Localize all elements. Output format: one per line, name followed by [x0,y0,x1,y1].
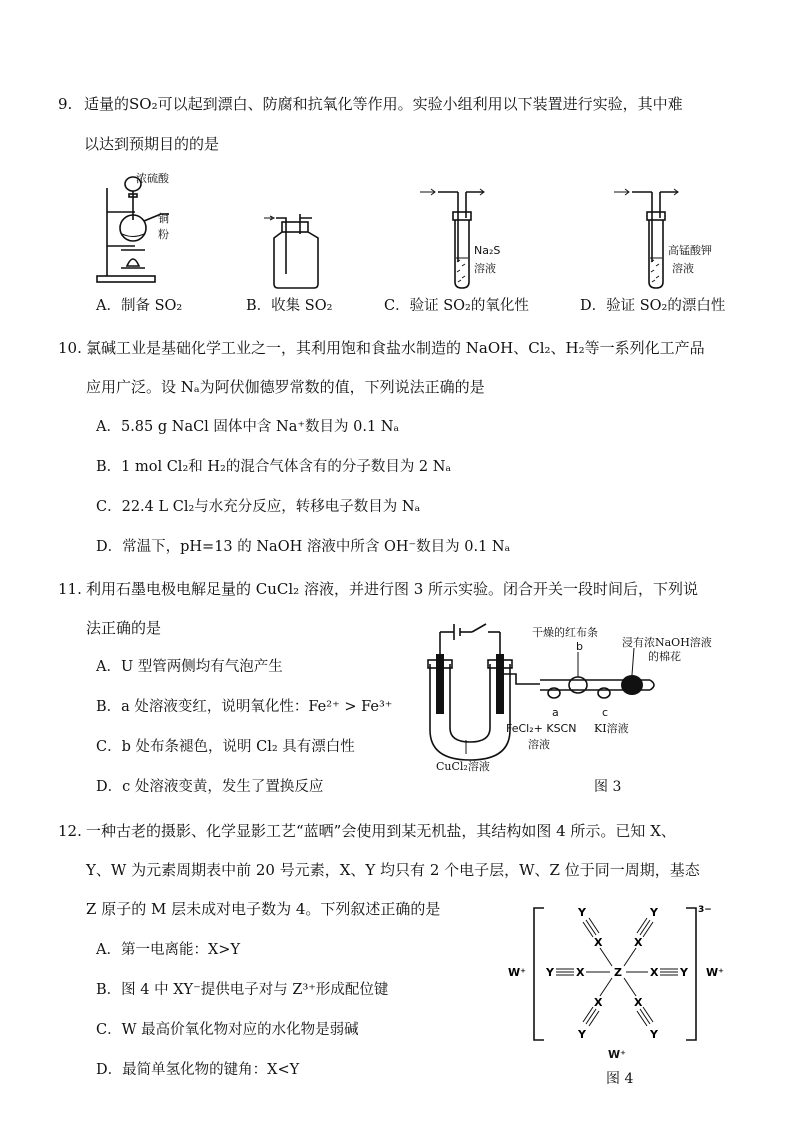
atom-x-ul: X [594,936,603,949]
label-concentrated-acid: 浓硫酸 [136,172,169,185]
question-10-stem-line2: 应用广泛。设 Nₐ为阿伏伽德罗常数的值，下列说法正确的是 [86,378,485,396]
atom-x-right: X [650,966,659,979]
question-12-option-b: B．图 4 中 XY⁻提供电子对与 Z³⁺形成配位键 [96,982,389,998]
label-fecl2-kscn: FeCl₂+ KSCN [506,722,577,735]
label-copper-2: 粉 [158,228,169,241]
label-cotton-naoh-2: 的棉花 [648,650,681,663]
ion-charge: 3− [698,905,712,915]
label-kmno4: 高锰酸钾 [668,244,712,257]
label-na2s: Na₂S [474,244,501,257]
label-copper-1: 铜 [158,212,169,225]
question-10-number: 10. [58,339,82,357]
atom-y-left: Y [546,966,554,979]
question-11-option-b: B．a 处溶液变红，说明氧化性：Fe²⁺ > Fe³⁺ [96,699,393,715]
figure-3-caption: 图 3 [594,779,622,795]
atom-x-left: X [576,966,585,979]
label-c: c [602,706,609,719]
label-a: a [552,706,559,719]
question-11-option-d: D．c 处溶液变黄，发生了置换反应 [96,779,324,795]
question-12-stem-line2: Y、W 为元素周期表中前 20 号元素，X、Y 均只有 2 个电子层，W、Z 位于同一周期，基态 [86,861,700,879]
question-11-option-c: C．b 处布条褪色，说明 Cl₂ 具有漂白性 [96,739,355,755]
label-na2s-solution: 溶液 [474,262,496,275]
question-9-number: 9. [58,95,73,113]
apparatus-a-generator [95,168,185,288]
counter-ion-right: W⁺ [706,966,724,979]
atom-y-ur: Y [650,906,658,919]
question-12-option-d: D．最简单氢化物的键角：X<Y [96,1062,300,1078]
question-12-option-a: A．第一电离能：X>Y [96,942,241,958]
label-fecl2-solution: 溶液 [528,738,550,751]
question-11-stem-line1: 利用石墨电极电解足量的 CuCl₂ 溶液，并进行图 3 所示实验。闭合开关一段时间后，下列说 [86,580,699,598]
atom-x-ur: X [634,936,643,949]
question-10-option-a: A．5.85 g NaCl 固体中含 Na⁺数目为 0.1 Nₐ [96,419,400,435]
question-10-option-b: B．1 mol Cl₂和 H₂的混合气体含有的分子数目为 2 Nₐ [96,459,452,475]
question-9-stem-line2: 以达到预期目的的是 [84,135,220,153]
question-12-stem-line3: Z 原子的 M 层未成对电子数为 4。下列叙述正确的是 [86,900,441,918]
atom-y-lr: Y [650,1028,658,1041]
question-10-option-d: D．常温下，pH=13 的 NaOH 溶液中所含 OH⁻数目为 0.1 Nₐ [96,539,511,555]
label-b: b [576,640,583,653]
atom-z: Z [614,966,622,979]
atom-y-right: Y [680,966,688,979]
label-cucl2-solution: CuCl₂溶液 [436,760,490,773]
question-9-option-a: A．制备 SO₂ [96,298,183,314]
question-12-number: 12. [58,822,82,840]
question-12-option-c: C．W 最高价氧化物对应的水化物是弱碱 [96,1022,359,1038]
apparatus-b-collector [262,208,342,290]
question-10-stem-line1: 氯碱工业是基础化学工业之一，其利用饱和食盐水制造的 NaOH、Cl₂、H₂等一系列化工产品 [86,339,705,357]
apparatus-c-na2s-tube [418,182,488,292]
counter-ion-bottom: W⁺ [608,1048,626,1061]
figure-4-caption: 图 4 [606,1071,634,1087]
atom-y-ul: Y [578,906,586,919]
label-ki-solution: KI溶液 [594,722,629,735]
question-11-number: 11. [58,580,82,598]
counter-ion-left: W⁺ [508,966,526,979]
question-9-option-b: B．收集 SO₂ [246,298,333,314]
question-11-option-a: A．U 型管两侧均有气泡产生 [96,659,283,675]
apparatus-d-kmno4-tube [612,182,682,292]
atom-x-ll: X [594,996,603,1009]
atom-y-ll: Y [578,1028,586,1041]
question-10-option-c: C．22.4 L Cl₂与水充分反应，转移电子数目为 Nₐ [96,499,421,515]
figure-4-complex-structure [500,900,740,1050]
question-9-option-c: C．验证 SO₂的氧化性 [384,298,529,314]
question-9-option-d: D．验证 SO₂的漂白性 [580,298,726,314]
label-kmno4-solution: 溶液 [672,262,694,275]
question-12-stem-line1: 一种古老的摄影、化学显影工艺“蓝晒”会使用到某无机盐，其结构如图 4 所示。已知 X、 [86,822,676,840]
label-dry-red-strip: 干燥的红布条 [532,626,598,639]
atom-x-lr: X [634,996,643,1009]
question-9-stem-line1: 适量的SO₂可以起到漂白、防腐和抗氧化等作用。实验小组利用以下装置进行实验，其中难 [84,95,683,113]
label-cotton-naoh-1: 浸有浓NaOH溶液 [622,636,712,649]
question-11-stem-line2: 法正确的是 [86,619,162,637]
